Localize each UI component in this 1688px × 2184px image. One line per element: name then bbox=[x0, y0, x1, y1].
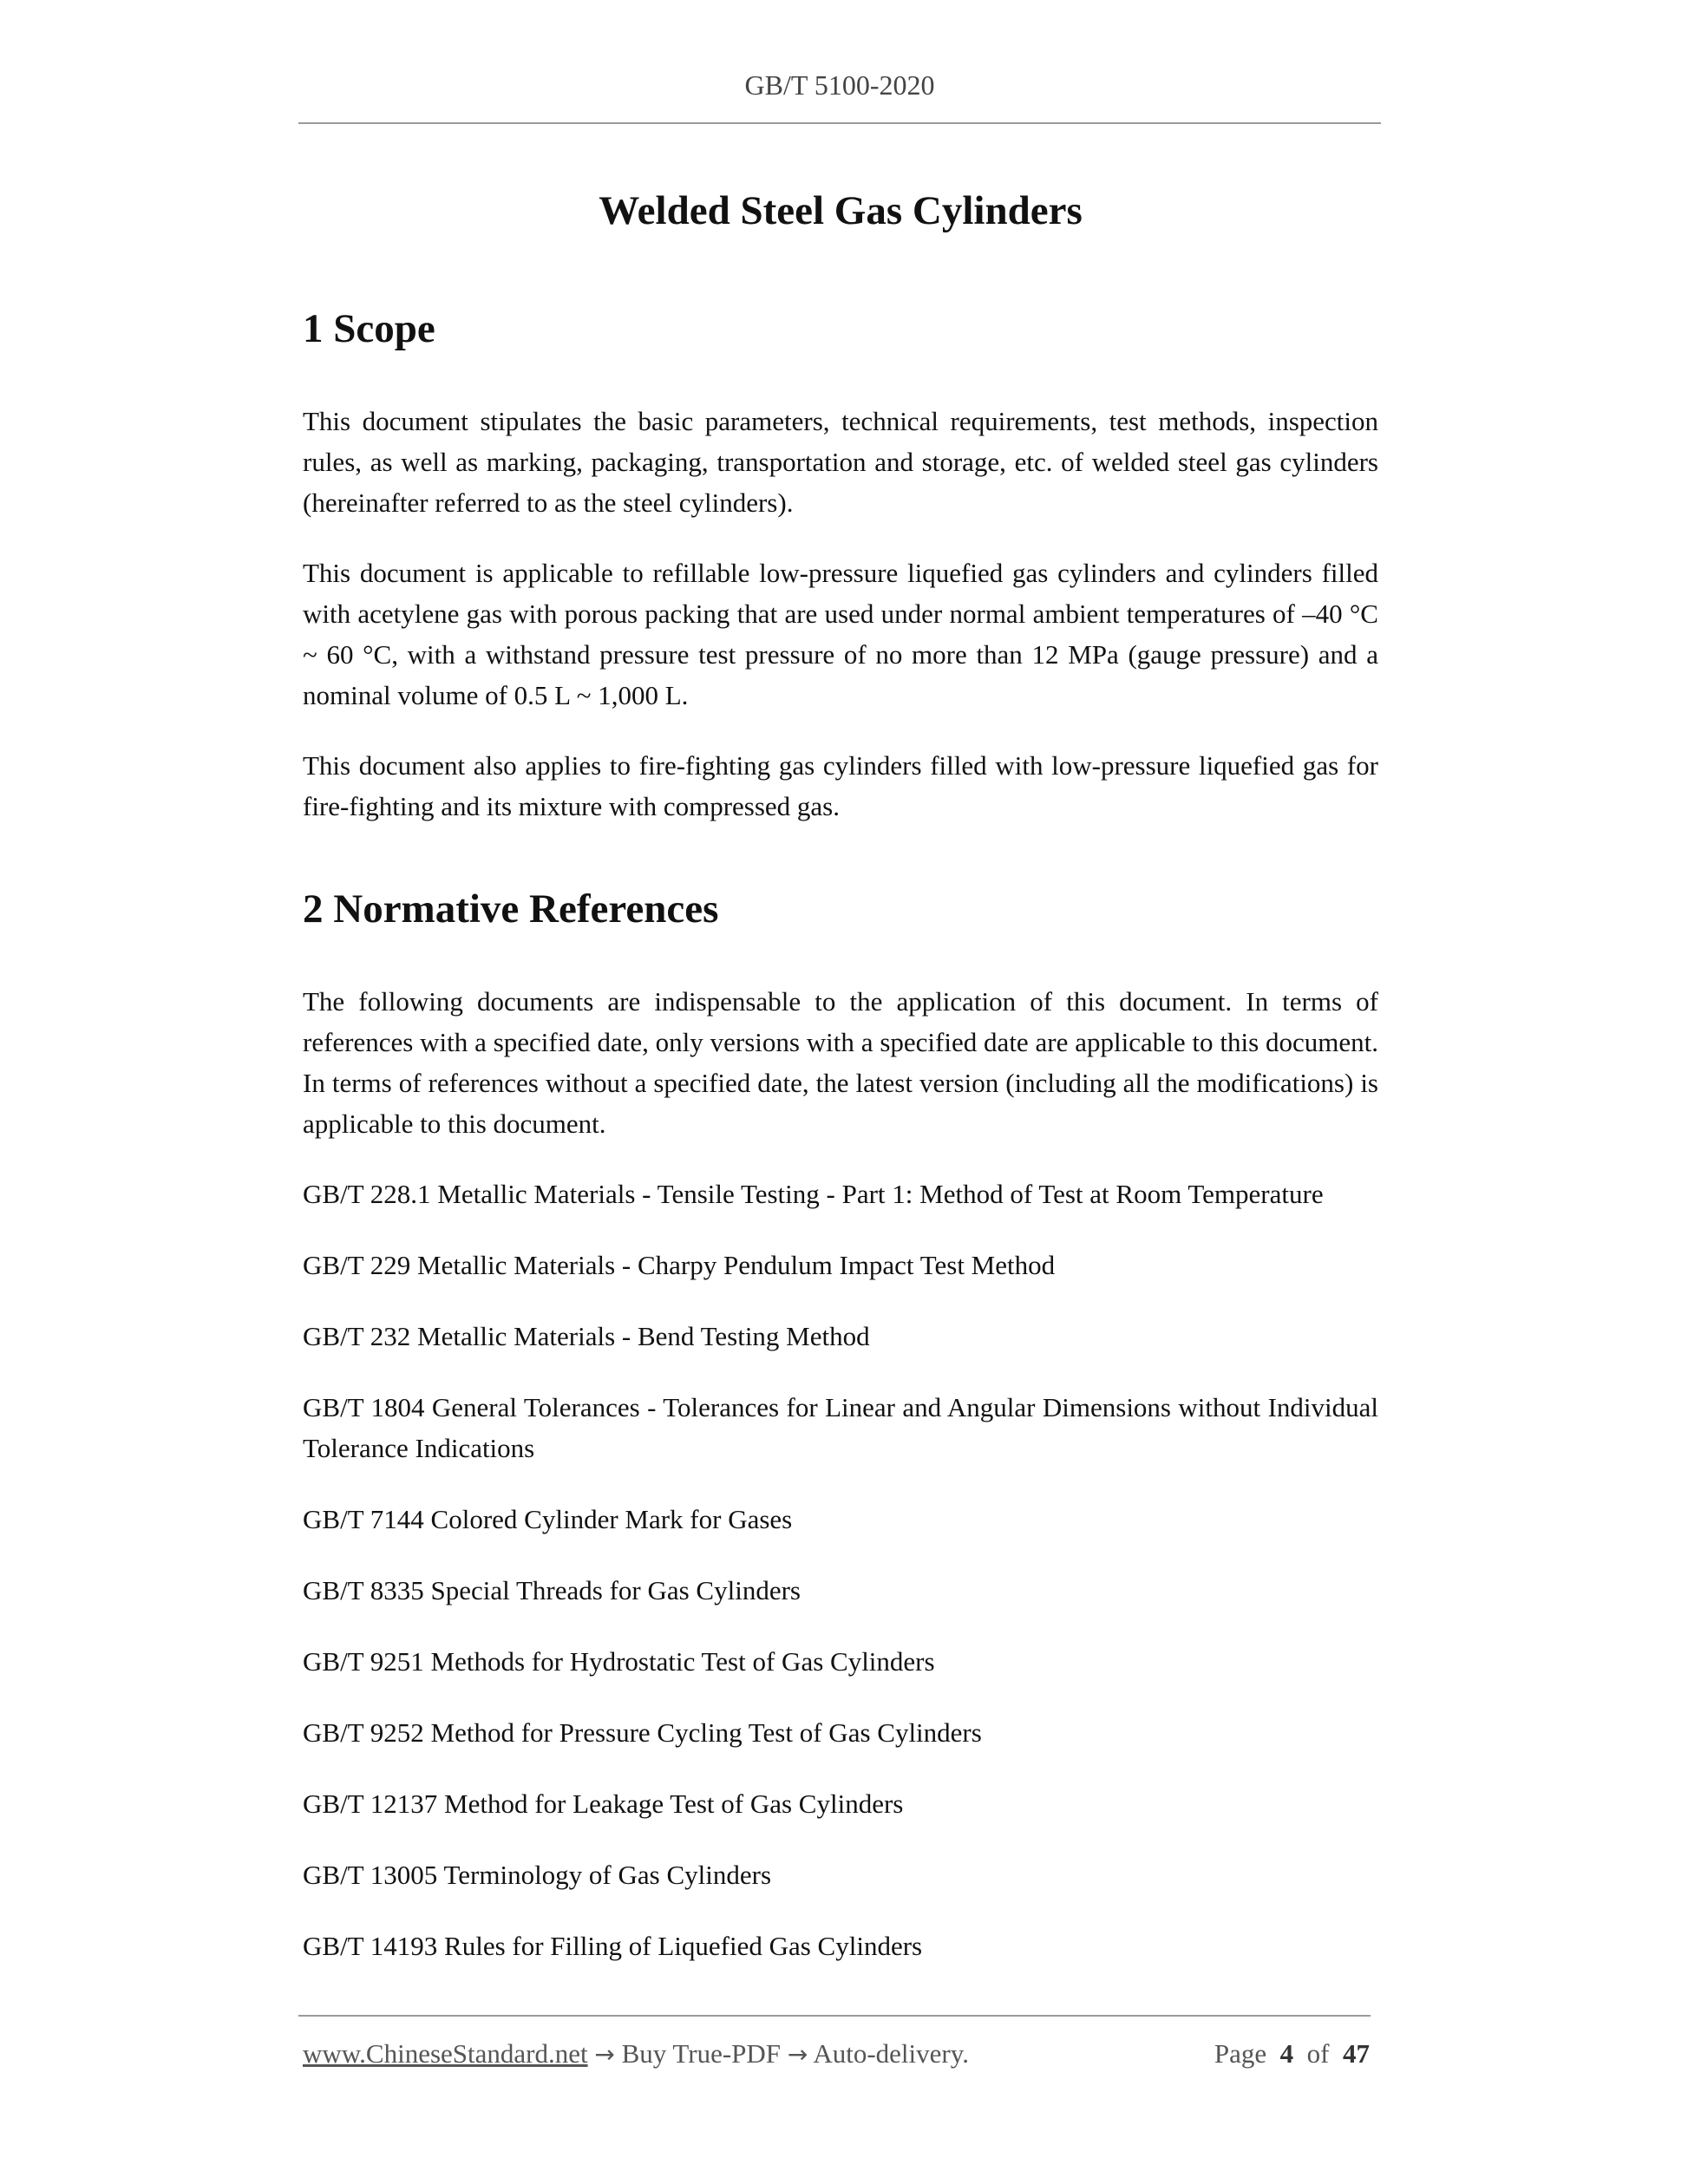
of-label: of bbox=[1306, 2038, 1330, 2069]
page-label: Page bbox=[1214, 2038, 1267, 2069]
arrow-right-icon: → bbox=[787, 2040, 808, 2069]
scope-paragraph: This document also applies to fire-fighting gas cylinders filled with low-pressure liquefied gas for fire-fighting and its mixture with compressed gas. bbox=[303, 750, 1378, 821]
page-footer bbox=[303, 2038, 1370, 2070]
running-header: GB/T 5100-2020 bbox=[744, 69, 935, 101]
buy-pdf-text: Buy True-PDF bbox=[621, 2038, 782, 2069]
footer-promo bbox=[303, 2038, 969, 2070]
reference-item: GB/T 14193 Rules for Filling of Liquefied Gas Cylinders bbox=[303, 1931, 923, 1961]
page-content bbox=[303, 182, 1378, 1997]
reference-item: GB/T 8335 Special Threads for Gas Cylinders bbox=[303, 1575, 801, 1605]
page-number: 4 bbox=[1279, 2038, 1294, 2069]
total-pages: 47 bbox=[1343, 2038, 1370, 2069]
scope-paragraph: This document is applicable to refillable low-pressure liquefied gas cylinders and cylinders filled with acetylene gas with porous packing that are used under normal ambient temperatures of –40 °C ~ 60 °C, with a withstand pressure test pressure of no more than 12 MPa (gauge pressure) and a nominal volume of 0.5 L ~ 1,000 L. bbox=[303, 558, 1378, 710]
section-heading-scope: 1 Scope bbox=[303, 306, 435, 351]
document-title: Welded Steel Gas Cylinders bbox=[599, 188, 1083, 233]
footer-divider bbox=[298, 2015, 1371, 2017]
reference-item: GB/T 229 Metallic Materials - Charpy Pendulum Impact Test Method bbox=[303, 1250, 1056, 1280]
reference-item: GB/T 13005 Terminology of Gas Cylinders bbox=[303, 1860, 772, 1890]
header-divider bbox=[298, 122, 1381, 124]
delivery-text: Auto-delivery. bbox=[813, 2038, 969, 2069]
reference-item: GB/T 1804 General Tolerances - Tolerances for Linear and Angular Dimensions without Individual Tolerance Indications bbox=[303, 1392, 1378, 1463]
website-link[interactable]: www.ChineseStandard.net bbox=[303, 2038, 588, 2069]
reference-item: GB/T 9252 Method for Pressure Cycling Test of Gas Cylinders bbox=[303, 1717, 982, 1748]
reference-item: GB/T 9251 Methods for Hydrostatic Test of Gas Cylinders bbox=[303, 1646, 935, 1677]
scope-paragraph: This document stipulates the basic parameters, technical requirements, test methods, inspection rules, as well as marking, packaging, transportation and storage, etc. of welded steel gas cylinders (hereinafter referred to as the steel cylinders). bbox=[303, 406, 1378, 518]
section-heading-normative-references: 2 Normative References bbox=[303, 886, 719, 932]
reference-item: GB/T 7144 Colored Cylinder Mark for Gases bbox=[303, 1504, 793, 1534]
page-indicator bbox=[1214, 2038, 1370, 2070]
reference-item: GB/T 232 Metallic Materials - Bend Testing Method bbox=[303, 1321, 870, 1351]
reference-item: GB/T 12137 Method for Leakage Test of Gas Cylinders bbox=[303, 1788, 904, 1819]
arrow-right-icon: → bbox=[594, 2040, 615, 2069]
reference-item: GB/T 228.1 Metallic Materials - Tensile Testing - Part 1: Method of Test at Room Temperature bbox=[303, 1179, 1324, 1209]
references-intro-paragraph: The following documents are indispensable to the application of this document. In terms of references with a specified date, only versions with a specified date are applicable to this document. In terms of references without a specified date, the latest version (including all the modifications) is applicable to this document. bbox=[303, 986, 1378, 1139]
